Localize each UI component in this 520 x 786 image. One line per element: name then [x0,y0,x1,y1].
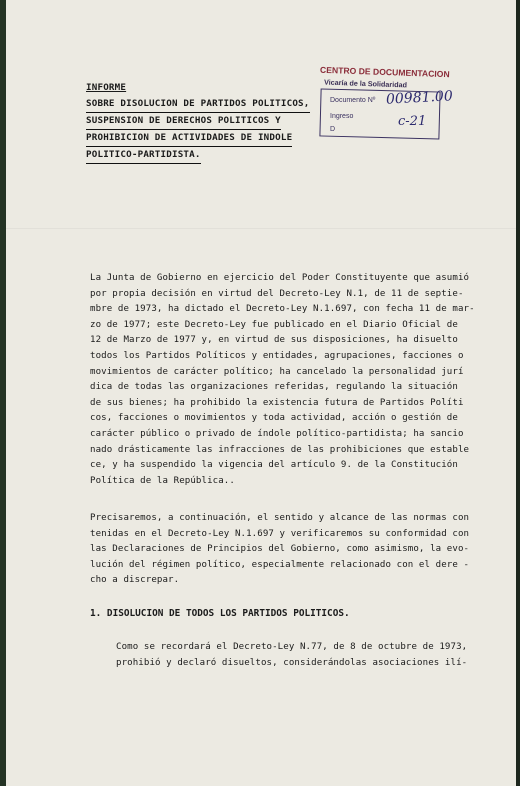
text-line: de sus bienes; ha prohibido la existencia futura de Partidos Políti [90,397,464,408]
paper-fold [6,228,516,229]
text-line: dica de todas las organizaciones referidas, regulando la situación [90,382,458,393]
text-line: La Junta de Gobierno en ejercicio del Poder Constituyente que asumió [90,273,470,283]
text-line: Precisaremos, a continuación, el sentido y alcance de las normas con [90,513,470,523]
text-line: todos los Partidos Políticos y entidades, agrupaciones, facciones o [90,350,464,361]
text-line: por propia decisión en virtud del Decreto-Ley N.1, de 11 de septie- [90,288,464,299]
stamp-header: CENTRO DE DOCUMENTACION [319,64,450,80]
text-line: prohibió y declaró disueltos, considerándolas asociaciones ilí- [116,657,468,668]
handwritten-ingreso-code: c-21 [398,114,427,129]
stamp-document-label: Documento Nº [330,97,376,104]
title-line: INFORME [86,82,127,93]
text-line: mbre de 1973, ha dictado el Decreto-Ley N.1.697, con fecha 11 de mar- [90,304,475,315]
text-line: lución del régimen político, especialmente relacionado con el dere - [90,559,470,570]
text-line: 12 de Marzo de 1977 y, en virtud de sus disposiciones, ha disuelto [90,335,458,346]
documentation-stamp [314,66,456,142]
stamp-checkbox-label: D [330,126,336,133]
text-line: Como se recordará el Decreto-Ley N.77, de 8 de octubre de 1973, [116,642,468,652]
paragraph-section-1 [116,640,468,671]
stamp-subtitle: Vicaría de la Solidaridad [323,77,408,90]
text-line: carácter público o privado de índole político-partidista; ha sancio [90,428,464,439]
text-line: movimientos de carácter político; ha cancelado la personalidad jurí [90,366,464,377]
scan-right-edge [516,0,520,786]
stamp-ingreso-label: Ingreso [330,113,354,120]
report-title [86,80,316,164]
text-line: nado drásticamente las infracciones de las prohibiciones que estable [90,444,470,455]
text-line: zo de 1977; este Decreto-Ley fue publicado en el Diario Oficial de [90,319,458,330]
title-line: PROHIBICION DE ACTIVIDADES DE INDOLE [86,130,292,147]
title-line: SOBRE DISOLUCION DE PARTIDOS POLITICOS, [86,96,310,113]
title-line: POLITICO-PARTIDISTA. [86,147,201,164]
text-line: cho a discrepar. [90,575,180,586]
text-line: cos, facciones o movimientos y toda actividad, acción o gestión de [90,413,458,424]
handwritten-document-number: 00981.00 [385,88,454,108]
paragraph-scope [90,511,470,589]
title-line: SUSPENSION DE DERECHOS POLITICOS Y [86,113,281,130]
text-line: las Declaraciones de Principios del Gobierno, como asimismo, la evo- [90,544,470,555]
section-heading: 1. DISOLUCION DE TODOS LOS PARTIDOS POLITICOS. [90,608,350,619]
text-line: Política de la República.. [90,475,235,486]
text-line: tenidas en el Decreto-Ley N.1.697 y verificaremos su conformidad con [90,528,470,539]
paragraph-intro [90,271,475,489]
text-line: ce, y ha suspendido la vigencia del artículo 9. de la Constitución [90,460,458,471]
